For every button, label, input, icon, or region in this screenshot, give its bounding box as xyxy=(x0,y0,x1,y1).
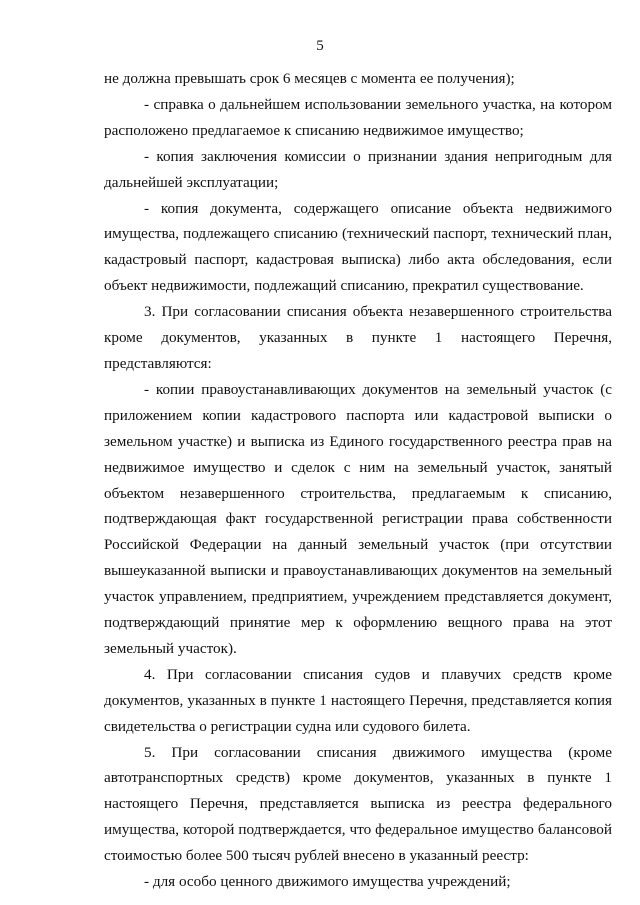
paragraph-item-5: 5. При согласовании списания движимого имущества (кроме автотранспортных средств) кроме документов, указанных в пункте 1 настоящего Перечня, представляется выписка из реестра федерального имущества, которой подтверждается, что федеральное имущество балансовой стоимостью более 500 тысяч рублей внесено в указанный реестр: xyxy=(104,743,612,865)
paragraph-land-use-certificate: - справка о дальнейшем использовании земельного участка, на котором расположено предлагаемое к списанию недвижимое имущество; xyxy=(104,95,612,139)
page-number: 5 xyxy=(316,38,324,54)
paragraph-item-3: 3. При согласовании списания объекта незавершенного строительства кроме документов, указанных в пункте 1 настоящего Перечня, представляются: xyxy=(104,303,612,372)
paragraph-continuation: не должна превышать срок 6 месяцев с момента ее получения); xyxy=(104,70,515,87)
paragraph-title-documents: - копии правоустанавливающих документов на земельный участок (с приложением копии кадастрового паспорта или кадастровой выписки о земельном участке) и выписка из Единого государственного реестра прав на недвижимое имущество и сделок с ним на земельный участок, занятый объектом незавершенного строительства, предлагаемым к списанию, подтверждающая факт государственной регистрации права собственности Российской Федерации на данный земельный участок (при отсутствии вышеуказанной выписки и правоустанавливающих документов на земельный участок управлением, предприятием, учреждением представляется документ, подтверждающий принятие мер к оформлению вещного права на этот земельный участок). xyxy=(104,380,612,657)
paragraph-valuable-property: - для особо ценного движимого имущества учреждений; xyxy=(144,873,511,891)
paragraph-item-4: 4. При согласовании списания судов и плавучих средств кроме документов, указанных в пункте 1 настоящего Перечня, представляется копия свидетельства о регистрации судна или судового билета. xyxy=(104,665,612,735)
paragraph-object-description: - копия документа, содержащего описание объекта недвижимого имущества, подлежащего списанию (технический паспорт, технический план, кадастровый паспорт, кадастровая выписка) либо акта обследования, если объект недвижимости, подлежащий списанию, прекратил существование. xyxy=(104,199,612,295)
paragraph-commission-conclusion: - копия заключения комиссии о признании здания непригодным для дальнейшей эксплуатации; xyxy=(104,147,612,191)
document-body xyxy=(104,66,612,895)
